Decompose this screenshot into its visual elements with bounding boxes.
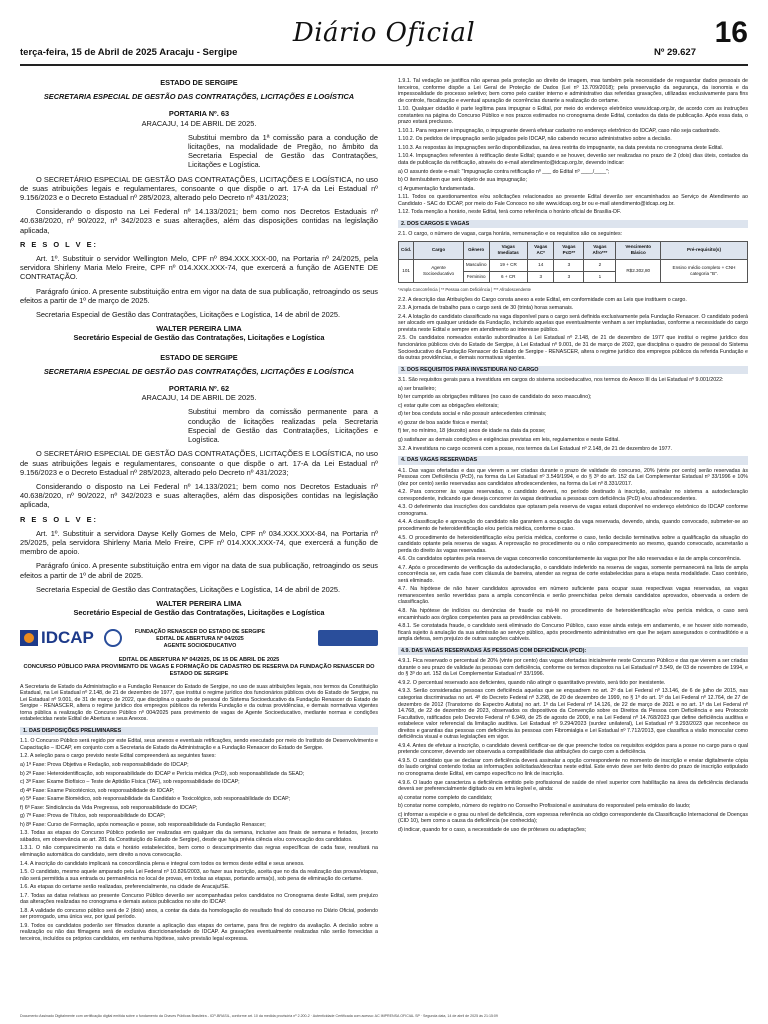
- column-header: Cód.: [399, 241, 414, 259]
- list-item: e) gozar de boa saúde física e mental;: [398, 419, 489, 426]
- list-item: 1.10.4. Impugnações referentes à retificação deste Edital; quando e se houver, deverão ser realizadas no prazo de 2 (dois) dias úteis, contados da data de publicação da retificação, através do e-mail atendimento@idcap.org.br, devendo indicar:: [398, 153, 748, 167]
- list-item: 1.9.1. Tal vedação se justifica não apenas pela proteção ao direito de imagem, mas também pela necessidade de resguardar dados pessoais de terceiros, conforme dispõe a Lei Geral de Proteção de Dados (Lei nº 13.709/2018); pela preservação da segurança, da isonomia e da impessoalidade do processo seletivo; bem como pelo caráter interno e administrativo das referidas gravações, utilizadas exclusivamente para fins de controle, fiscalização e eventual apuração de ocorrências durante a realização do certame.: [398, 78, 748, 104]
- list-item: c) estar quite com as obrigações eleitorais;: [398, 402, 499, 409]
- list-item: f) 6ª Fase: Sindicância da Vida Pregressa, sob responsabilidade do IDCAP;: [20, 804, 198, 811]
- table-cell: Ensino médio completo + CNH categoria "B".: [661, 260, 748, 283]
- section-heading: 3. DOS REQUISITOS PARA INVESTIDURA NO CARGO: [398, 366, 748, 375]
- list-item: b) O item/subitem que será objeto de sua impugnação;: [398, 177, 527, 184]
- portaria-paragraph: O SECRETÁRIO ESPECIAL DE GESTÃO DAS CONTRATAÇÕES, LICITAÇÕES E LOGÍSTICA, no uso de suas atribuições legais e regulamentares, consoante o que dispõe o art. 17-A da Lei Estadual nº 9.156/2023 e o Decreto Estadual nº 285/2023, alterado pelo Decreto nº 431/2023;: [20, 449, 378, 477]
- portaria-date: ARACAJU, 14 DE ABRIL DE 2025.: [141, 118, 257, 128]
- list-item: 1.3.1. O não comparecimento na data e horário estabelecidos, bem como o descumprimento das regras específicas de cada fase, resultará na eliminação automática do candidato, sem direito a nova convocação.: [20, 845, 378, 858]
- list-item: c) informar a espécie e o grau ou nível de deficiência, com expressa referência ao código correspondente da Classificação Internacional de Doenças (CID 10), bem como a causa da deficiência (se conhecida);: [398, 811, 748, 825]
- list-item: 4.2. Para concorrer às vagas reservadas, o candidato deverá, no período destinado à inscrição, assinalar no sistema a autodeclaração correspondente, indicando que deseja concorrer às vagas destinadas a pessoas com deficiência (PcD) e/ou afrodescendentes.: [398, 489, 748, 502]
- list-item: 4.9.5. O candidato que se declarar com deficiência deverá assinalar a opção correspondente no momento de inscrição e enviar digitalmente cópia do laudo original contendo todas as informações solicitadas/descritas neste edital. Este envio deve ser feito dentro do prazo de inscrição estipulado no cronograma deste Edital, em campo específico no link de inscrição.: [398, 757, 748, 778]
- edital-title: EDITAL DE ABERTURA Nº 04/2025, DE 15 DE ABRIL DE 2025 CONCURSO PÚBLICO PARA PROVIMENTO DE VAGAS E FORMAÇÃO DE CADASTRO DE RESERVA DA FUNDAÇÃO RENASCER DO ESTADO DE SERGIPE: [23, 657, 375, 677]
- list-item: a) O assunto deste e-mail: "Impugnação contra retificação nº ___ do Edital nº ____/____";: [398, 168, 610, 175]
- table-cell: 14: [528, 260, 554, 272]
- resolve-heading: R E S O L V E:: [20, 514, 98, 524]
- list-item: g) satisfazer as demais condições e exigências previstas em leis, regulamentos e neste Edital.: [398, 436, 620, 443]
- list-item: 2.2. A descrição das Atribuições do Cargo consta anexo a este Edital, em conformidade com as Leis que instituem o cargo.: [398, 296, 687, 303]
- section-heading: 4. DAS VAGAS RESERVADAS: [398, 456, 748, 465]
- table-cell: Masculino: [463, 260, 489, 272]
- list-item: 1.6. As etapas do certame serão realizadas, preferencialmente, na cidade de Aracaju/SE.: [20, 884, 230, 891]
- list-item: 1.11. Todos os questionamentos e/ou solicitações relacionados ao presente Edital deverão ser encaminhados ao Serviço de Atendimento ao Candidato - SAC do IDCAP, por meio do Fale Conosco no site www.idcap.org.br ou e-mail atendimento@idcap.org.br.: [398, 194, 748, 207]
- portaria-closing: Secretaria Especial de Gestão das Contratações, Licitações e Logística, 14 de abril de 2025.: [36, 310, 341, 320]
- portaria-paragraph: Considerando o disposto na Lei Federal nº 14.133/2021; bem como nos Decretos Estaduais nº 40.638/2020, nº 90/2022, nº 342/2023 e suas alterações, além das disposições contidas na legislação aplicada,: [20, 207, 378, 235]
- list-item: b) ter cumprido as obrigações militares (no caso de candidato do sexo masculino);: [398, 394, 592, 401]
- list-item: 4.7. Na hipótese de não haver candidatos aprovados em número suficiente para ocupar suas respectivas vagas reservadas, as vagas remanescentes serão revertidas para a ampla concorrência e serão preenchidas pelos demais candidatos aprovados, observada a ordem de classificação.: [398, 586, 748, 606]
- portaria-63: [20, 78, 378, 343]
- section-heading: 4.9. DAS VAGAS RESERVADAS ÀS PESSOAS COM DEFICIÊNCIA (PCD):: [398, 647, 748, 656]
- list-item: 4.4. A classificação e aprovação do candidato não garantem a ocupação da vaga reservada, devendo, ainda, quando convocado, submeter-se ao procedimento de heteroidentificação e/ou perícia médica, conforme o caso.: [398, 519, 748, 532]
- list-item: 3.1. São requisitos gerais para a investidura em cargos do sistema socioeducativo, nos termos do Anexo III da Lei Estadual nº 9.001/2022:: [398, 377, 724, 384]
- list-item: 4.3. O deferimento das inscrições dos candidatos que optaram pela reserva de vagas estará disponível no endereço eletrônico do IDCAP conforme cronograma.: [398, 504, 748, 517]
- table-cell: 101: [399, 260, 414, 283]
- section-intro: 2.1. O cargo, o número de vagas, carga horária, remuneração e os requisitos são os seguintes:: [398, 231, 623, 238]
- section-items: [398, 377, 748, 452]
- section-heading: 1. DAS DISPOSIÇÕES PRELIMINARES: [20, 727, 378, 736]
- signer-name: WALTER PEREIRA LIMA: [156, 324, 242, 334]
- table-cell: 3: [528, 271, 554, 283]
- idcap-logo: IDCAP: [20, 628, 94, 648]
- list-item: 1.2. A seleção para o cargo previsto neste Edital compreenderá as seguintes fases:: [20, 753, 216, 760]
- list-item: 1.8. A validade do concurso público será de 2 (dois) anos, a contar da data da homologação do resultado final do concurso no Diário Oficial, podendo ser prorrogado, uma única vez, por igual período.: [20, 907, 378, 921]
- list-item: d) 4ª Fase: Exame Psicotécnico, sob responsabilidade do IDCAP;: [20, 787, 175, 794]
- column-header: Vagas PcD**: [554, 241, 584, 259]
- portaria-closing: Secretaria Especial de Gestão das Contratações, Licitações e Logística, 14 de abril de 2025.: [36, 584, 341, 594]
- right-column: [398, 78, 748, 835]
- list-item: 1.5. O candidato, mesmo aquele amparado pela Lei Federal nº 10.826/2003, ao fazer sua inscrição, aceita que no dia da realização das provas/etapas, não será permitida a sua entrada ou permanência no local de provas, em todas as etapas, portando arma(s), sob pena de eliminação do certame.: [20, 869, 378, 882]
- signer-role: Secretário Especial de Gestão das Contratações, Licitações e Logística: [73, 333, 325, 343]
- secretaria-heading: SECRETARIA ESPECIAL DE GESTÃO DAS CONTRATAÇÕES, LICITAÇÕES E LOGÍSTICA: [43, 366, 355, 376]
- portaria-paragraph: Parágrafo único. A presente substituição entra em vigor na data de sua publicação, retroagindo os seus efeitos a partir de 1º de abril de 2025.: [20, 561, 378, 580]
- column-header: Cargo: [414, 241, 464, 259]
- portaria-paragraph: O SECRETÁRIO ESPECIAL DE GESTÃO DAS CONTRATAÇÕES, LICITAÇÕES E LOGÍSTICA, no uso de suas atribuições legais e regulamentares, consoante o que dispõe o art. 17-A da Lei Estadual nº 9.156/2023 e o Decreto Estadual nº 285/2023, alterado pelo Decreto nº 431/2023;: [20, 174, 378, 203]
- column-header: Vagas Afro***: [584, 241, 616, 259]
- left-column: [20, 78, 378, 945]
- list-item: a) constar nome completo do candidato;: [398, 794, 493, 801]
- section-items: [398, 297, 748, 362]
- state-heading: ESTADO DE SERGIPE: [160, 78, 238, 87]
- list-item: d) ter boa conduta social e não possuir antecedentes criminais;: [398, 411, 547, 418]
- portaria-article: Art. 1º. Substituir o servidor Wellington Melo, CPF nº 894.XXX.XXX-00, na Portaria nº 24/2025, pela servidora Shirleny Maria Melo Freire, CPF nº 014.XXX.XXX-74, que exercerá a função de AGENTE DE CONTRATAÇÃO.: [20, 254, 378, 282]
- portaria-paragraph: Considerando o disposto na Lei Federal nº 14.133/2021; bem como nos Decretos Estaduais nº 40.638/2020, nº 90/2022, nº 342/2023 e suas alterações, além das disposições contidas na legislação aplicada,: [20, 481, 378, 510]
- list-item: 4.9.4. Antes de efetuar a inscrição, o candidato deverá certificar-se de que preenche todos os requisitos exigidos para a posse no cargo para o qual pretende concorrer, devendo ser observada a compatibilidade das atribuições do cargo com a deficiência.: [398, 742, 748, 756]
- portaria-date: ARACAJU, 14 DE ABRIL DE 2025.: [141, 393, 257, 403]
- list-item: 1.10. Qualquer cidadão é parte legítima para impugnar o Edital, por meio do endereço eletrônico www.idcap.org.br, de acordo com as instruções constantes na página do Concurso Público e nos prazos estimados no cronograma deste Edital, contados da data de publicação. Após essa data, o prazo estará preclusso.: [398, 106, 748, 126]
- page-footer: Documento Assinado Digitalmente com certificação digital emitida sobre o fundamento da Chaves Públicas Brasileira - ICP-BRASIL, conforme art. 10 da medida provisória nº 2.200-2 · Autenticidade Certificada com acesso: AC IMPRENSA OFICIAL SP · Segunda data, 14 de abril de 2025 às 21:15:09: [20, 1014, 498, 1018]
- table-cell: Feminino: [463, 271, 489, 283]
- signer-role: Secretário Especial de Gestão das Contratações, Licitações e Logística: [73, 608, 325, 618]
- issue-number: Nº 29.627: [653, 47, 696, 58]
- table-cell: 19 + CR: [489, 260, 528, 272]
- table-cell: 3: [554, 260, 584, 272]
- column-header: Vencimento Básico: [616, 241, 661, 259]
- portaria-ementa: Substitui membro da 1ª comissão para a condução de licitações, na modalidade de Pregão, no âmbito da Secretaria Especial de Gestão das Contratações, Licitações e Logística.: [188, 132, 378, 170]
- list-item: a) ser brasileiro;: [398, 385, 436, 392]
- list-item: a) 1ª Fase: Prova Objetiva e Redação, sob responsabilidade do IDCAP;: [20, 761, 189, 768]
- list-item: 1.1. O Concurso Público será regido por este Edital, seus anexos e eventuais retificações, sendo executado por meio do Instituto de Desenvolvimento e Capacitação – IDCAP, em conjunto com a Secretaria de Estado da Administração e a Fundação Renascer do Estado de Sergipe.: [20, 738, 378, 751]
- list-item: 4.1. Das vagas ofertadas e das que vierem a ser criadas durante o prazo de validade do concurso, 20% (vinte por cento) serão reservadas às Pessoas com Deficiência (PcD), na forma da Lei Estadual nº 3.549/1994, e do § 3º do art. 152 da Lei Complementar Estadual nº 33/1996 e 10% (dez por cento) serão reservadas aos candidatos afrodescendentes, na forma da Lei nº 8.331/2017.: [398, 467, 748, 487]
- portaria-ementa: Substitui membro da comissão permanente para a condução de licitações realizadas pela Secretaria Especial de Gestão das Contratações, Licitações e Logística.: [188, 407, 378, 445]
- portaria-paragraph: Parágrafo único. A presente substituição entra em vigor na data de sua publicação, retroagindo os seus efeitos a partir de 1º de março de 2025.: [20, 286, 378, 305]
- list-item: b) constar nome completo, número do registro no Conselho Profissional e assinatura do responsável pela emissão do laudo;: [398, 803, 691, 810]
- list-item: 1.10.2. Os pedidos de impugnação serão julgados pelo IDCAP, não cabendo recurso administrativo sobre a decisão.: [398, 136, 672, 143]
- list-item: 4.9.3. Serão consideradas pessoas com deficiência aquelas que se enquadrem no art. 2º da Lei Federal nº 13.146, de 6 de julho de 2015, nas categorias discriminadas no art. 4º do Decreto Federal nº 3.298, de 20 de dezembro de 1999, no § 1º do art. 1º da Lei Federal nº 12.764, de 27 de dezembro de 2012 (Transtorno do Espectro Autista) no art. 1º da Lei Federal nº 14.126, de 22 de março de 2021 e no art. 1º da Lei Federal nº 14.768, de 22 de dezembro de 2023, observados os dispositivos da Convenção sobre os Direitos da Pessoa com Deficiência e seu Protocolo Facultativo, ratificados pelo Decreto Federal nº 6.949, de 25 de agosto de 2009, e na Lei Federal nº 14.768/2023 que define deficiência auditiva e estabelece valor referencial da limitação auditiva. Lei Estadual nº 9.294/2023 (surdez unilateral), Lei Estadual nº 9.293/2023 que reconhece os direitos e garantias das pessoas com deficiência às pessoas com Fibromialgia e Lei Estadual nº 7.712/2013, que classifica a visão monocular como deficiência visual e outras legislações em vigor.: [398, 688, 748, 741]
- list-item: 1.4. A inscrição do candidato implicará na concordância plena e integral com todos os termos deste edital e seus anexos.: [20, 860, 305, 867]
- list-item: g) 7ª Fase: Prova de Títulos, sob responsabilidade do IDCAP;: [20, 813, 166, 820]
- column-header: Vagas Imediatas: [489, 241, 528, 259]
- cargos-table: [398, 241, 748, 283]
- table-cell: R$2.302,80: [616, 260, 661, 283]
- resolve-heading: R E S O L V E:: [20, 239, 98, 249]
- list-item: d) indicar, quando for o caso, a necessidade de uso de próteses ou adaptações;: [398, 826, 587, 833]
- portaria-article: Art. 1º. Substituir a servidora Dayse Kelly Gomes de Melo, CPF nº 034.XXX.XXX-84, na Portaria nº 25/2025, pela servidora Shirleny Maria Melo Freire, CPF nº 014.XXX.XXX-74, que exercerá a função de membro de apoio.: [20, 528, 378, 557]
- section-items: [398, 658, 748, 833]
- portaria-title: PORTARIA Nº. 63: [168, 109, 230, 119]
- column-header: Vagas AC*: [528, 241, 554, 259]
- edital-intro: A Secretaria de Estado da Administração e a Fundação Renascer do Estado de Sergipe, no uso de suas atribuições legais, nos termos da Constituição Estadual, na Lei Estadual nº 2.148, de 21 de dezembro de 1977, que institui o regime jurídico dos funcionários públicos civis do Estado de Sergipe, na Lei Estadual nº 9.001, de 31 de março de 2022, que disciplina o quadro de pessoal do Sistema Socioeducativo da Fundação Renascer do Estado de Sergipe - RENASCER, altera o regime jurídico dos empregos públicos da referida Fundação e da outras providências, e demais normativas vigentes torna pública a realização do Concurso Público nº 004/2025 para provimento de vagas de Agente Socioeducativo, mediante normas e condições estabelecidas neste Edital de Abertura e seus Anexos.: [20, 683, 378, 723]
- list-item: 4.9.6. O laudo que caracteriza a deficiência emitido pelo profissional de saúde de nível superior com habilitação na área da deficiência declarada deverá ser preferencialmente digitado ou em letra legível e, ainda:: [398, 779, 748, 793]
- list-item: 4.6. Os candidatos optantes pela reserva de vagas concorrerão concomitantemente às vagas por lhe são reservadas e às de ampla concorrência.: [398, 556, 742, 563]
- list-item: f) ter, no mínimo, 18 (dezoito) anos de idade na data da posse;: [398, 428, 546, 435]
- list-item: 4.5. O procedimento de heteroidentificação e/ou perícia médica, conforme o caso, terão decisão terminativa sobre a qualificação da situação do candidato optante pela reserva de vagas. A reprovação no procedimento ou o não comparecimento ao mesmo, quando convocado, acarretarão a perda do direito às vagas reservadas.: [398, 534, 748, 554]
- list-item: 4.8. Na hipótese de indícios ou denúncias de fraude ou má-fé no procedimento de heteroidentificação e/ou perícia médica, o caso será encaminhado aos órgãos competentes para as providências cabíveis.: [398, 608, 748, 621]
- list-item: 4.8.1. Se constatada fraude, o candidato será eliminado do Concurso Público, caso esse ainda esteja em andamento, e se houver sido nomeado, ficará sujeito à anulação da sua admissão ao serviço público, após procedimento administrativo em que lhe sejam assegurados o contraditório e a ampla defesa, sem prejuízo de outras sanções cabíveis.: [398, 623, 748, 643]
- column-header: Gênero: [463, 241, 489, 259]
- table-cell: 1: [584, 271, 616, 283]
- list-item: 1.3. Todas as etapas do Concurso Público poderão ser realizadas em qualquer dia da semana, inclusive aos finais de semana e feriados, (exceto sábados, em observância ao art. 281 da Constituição do Estado de Sergipe), desde que haja prévia ciência e/ou convocação dos candidatos.: [20, 830, 378, 843]
- signer-name: WALTER PEREIRA LIMA: [156, 598, 242, 608]
- list-item: 4.7. Após o procedimento de verificação da autodeclaração, o candidato indeferido na reserva de vagas, somente permanecerá na lista de ampla concorrência se, em cada fase com cláusula de barreira, atender as regras de corte estabelecidas para a etapa nesta modalidade. Caso contrário, será eliminado.: [398, 564, 748, 584]
- list-item: 2.4. A lotação do candidato classificado na vaga disponível para o cargo será definida exclusivamente pela Fundação Renascer. O candidato poderá ser alocado em qualquer unidade da Fundação, incluindo aquelas que eventualmente venham a ser implantadas, conforme a necessidade do cargo prevista neste Edital e sempre em atendimento ao interesse público.: [398, 313, 748, 333]
- table-cell: 2: [584, 260, 616, 272]
- list-item: 2.5. Os candidatos nomeados estarão subordinados à Lei Estadual nº 2.148, de 21 de dezembro de 1977 que institui o regime jurídico dos funcionários públicos civis do Estado de Sergipe, à Lei Estadual nº 9.001, de 31 de março de 2022, que disciplina o quadro de pessoal do Sistema Socioeducativo da Fundação Renascer do Estado de Sergipe - RENASCER, altera o regime jurídico dos empregos públicos da referida Fundação e da outras providências, e demais normativas vigentes.: [398, 335, 748, 362]
- list-item: c) Argumentação fundamentada.: [398, 185, 475, 192]
- list-item: e) 5ª Fase: Exame Biomédico, sob responsabilidade da Candidato e Toxicológico, sob responsabilidade do IDCAP;: [20, 796, 291, 803]
- page-number: 16: [714, 16, 748, 49]
- list-item: 1.12. Toda menção a horário, neste Edital, terá como referência o horário oficial de Brasília-DF.: [398, 209, 622, 216]
- list-item: b) 2ª Fase: Heteroidentificação, sob responsabilidade do IDCAP e Perícia médica (PcD), sob responsabilidade da SEAD;: [20, 770, 305, 777]
- section-items: [20, 738, 378, 942]
- edital-head: FUNDAÇÃO RENASCER DO ESTADO DE SERGIPE EDITAL DE ABERTURA Nº 04/2025 AGENTE SOCIOEDUCATIVO: [134, 629, 266, 649]
- list-item: 3.2. A investidura no cargo ocorrerá com a posse, nos termos da Lei Estadual nº 2.148, de 21 de dezembro de 1977.: [398, 445, 673, 452]
- portaria-title: PORTARIA Nº. 62: [168, 384, 230, 394]
- issue-date: terça-feira, 15 de Abril de 2025 Aracaju - Sergipe: [20, 47, 238, 58]
- table-row: [399, 260, 748, 272]
- list-item: c) 3ª Fase: Exame Biofísico – Teste de Aptidão Física (TAF), sob responsabilidade do IDCAP;: [20, 779, 240, 786]
- newspaper-title: Diário Oficial: [292, 18, 476, 48]
- list-item: 4.9.2. O percentual reservado aos deficientes, quando não atingir o quantitativo previsto, será tido por inexistente.: [398, 679, 666, 686]
- section-heading: 2. DOS CARGOS E VAGAS: [398, 220, 748, 229]
- list-item: 2.3. A jornada de trabalho para o cargo será de 30 (trinta) horas semanais.: [398, 305, 574, 312]
- table-header-row: [399, 241, 748, 259]
- portaria-62: [20, 353, 378, 618]
- idcap-mark-icon: [20, 630, 38, 646]
- state-heading: ESTADO DE SERGIPE: [160, 352, 238, 362]
- secretaria-heading: SECRETARIA ESPECIAL DE GESTÃO DAS CONTRATAÇÕES, LICITAÇÕES E LOGÍSTICA: [43, 92, 355, 102]
- sergipe-logo-icon: [318, 630, 378, 646]
- list-item: h) 8ª Fase: Curso de Formação, após nomeação e posse, sob responsabilidade da Fundação Renascer;: [20, 821, 266, 828]
- edital: [20, 627, 378, 942]
- list-item: 1.10.1. Para requerer a impugnação, o impugnante deverá efetuar cadastro no endereço eletrônico do IDCAP, caso não seja cadastrado.: [398, 127, 721, 134]
- column-header: Pré-requisito(s): [661, 241, 748, 259]
- table-cell: Agente Socioeducativo: [414, 260, 464, 283]
- section-items: [398, 78, 748, 216]
- list-item: 1.7. Todas as datas relativas ao presente Concurso Público deverão ser acompanhadas pelos candidatos no Cronograma deste Edital, sem prejuízo das alterações realizadas no cronograma e demais avisos publicados no site do IDCAP.: [20, 892, 378, 906]
- page-header: [20, 14, 748, 66]
- table-cell: 6 + CR: [489, 271, 528, 283]
- list-item: 1.10.3. As respostas às impugnações serão disponibilizadas, na área restrita do impugnante, na data prevista no cronograma deste Edital.: [398, 144, 724, 151]
- section-items: [398, 468, 748, 643]
- list-item: 1.9. Todos os candidatos poderão ser filmados durante a aplicação das etapas do certame, para fins de registro da avaliação. A decisão sobre a realização ou não das filmagens será de exclusiva discricionariedade do IDCAP. As gravações eventualmente realizadas não serão fornecidas a terceiros, incluídos os próprios candidatos, em nenhuma hipótese, salvo previsão legal expressa.: [20, 922, 378, 943]
- table-footnote: *Ampla Concorrência | ** Pessoa com Deficiência | *** Afrodescendente: [398, 287, 531, 293]
- table-cell: 3: [554, 271, 584, 283]
- list-item: 4.9.1. Fica reservado o percentual de 20% (vinte por cento) das vagas ofertadas inicialmente neste Concurso Público e das que vierem a ser criadas durante o seu prazo de validade às pessoas com deficiência, conforme os termos dispostos na Lei Estadual nº 3.549, de 03 de novembro de 1994, e do § 3º do art. 152 da Lei Complementar Estadual nº 33/1996.: [398, 658, 748, 678]
